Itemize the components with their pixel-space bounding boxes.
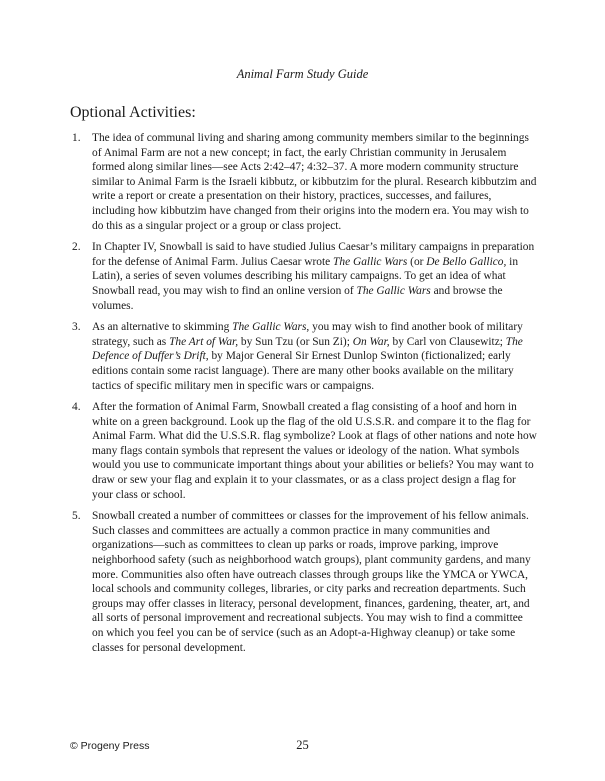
activity-item (72, 240, 537, 313)
activities-list (72, 131, 537, 662)
footer-copyright: © Progeny Press (70, 740, 150, 752)
page-number: 25 (296, 738, 309, 752)
activity-text-run: In Chapter IV, Snowball is said to have studied Julius Caesar’s military campaigns in preparation for the defense of Animal Farm. Julius Caesar wrote (92, 241, 535, 268)
activity-item (72, 509, 537, 655)
activity-number: 4. (72, 401, 81, 414)
book-title: On War, (352, 335, 390, 348)
activity-item (72, 400, 537, 502)
activity-text-run: by Carl von Clausewitz; (389, 335, 506, 348)
activity-text-run: (or (407, 255, 427, 268)
activity-text (92, 510, 531, 653)
book-title: The Art of War, (169, 335, 239, 348)
section-heading: Optional Activities: (70, 104, 196, 121)
book-title: The Defence of Duffer’s Drift, (92, 335, 523, 363)
activity-text-run: As an alternative to skimming (92, 321, 233, 334)
book-title: The Gallic Wars (356, 284, 431, 297)
activity-text-run: The idea of communal living and sharing among community members similar to the beginnings of Animal Farm are not a new concept; in fact, the early Christian community in Jerusalem formed along similar lines—see Acts 2:42–47; 4:32–37. A more modern community structure similar to Animal Farm is the Israeli kibbutz, or kibbutzim for the plural. Research kibbutzim and write a report or create a presentation on their history, practices, successes, and failures, including how kibbutzim have changed from their origins into the modern era. You may wish to do this as a singular project or a group or class project. (92, 132, 537, 232)
activity-text-run: , you may wish to find another book of military strategy, such as (92, 321, 523, 348)
activity-text-run: by Major General Sir Ernest Dunlop Swinton (fictionalized; early editions contain some racist language). There are many other books available on the military tactics of specific military men in specific wars or campaigns. (92, 350, 514, 392)
book-title: The Gallic Wars (333, 255, 408, 268)
activity-item (72, 320, 537, 393)
running-head-title: Animal Farm Study Guide (236, 67, 369, 81)
activity-number: 2. (72, 241, 81, 254)
activity-text (92, 401, 537, 501)
activity-text-run: Snowball created a number of committees or classes for the improvement of his fellow animals. Such classes and committees are actually a common practice in many communities and organizations—such as committees to clean up parks or roads, improve parking, improve neighborhood safety (such as neighborhood watch groups), plant community gardens, and many more. Communities also often have outreach classes through groups like the YMCA or YWCA, local schools and community colleges, libraries, or city parks and recreation departments. Such groups may offer classes in literacy, personal development, finances, gardening, theater, art, and all sorts of personal improvement and recreational subjects. You may wish to find a committee on which you feel you can be of service (such as an Adopt-a-Highway cleanup) or take some classes for personal development. (92, 510, 531, 654)
activity-text-run: in Latin), a series of seven volumes describing his military campaigns. To get an idea of what Snowball read, you may wish to find an online version of (92, 255, 519, 297)
activity-text-run: by Sun Tzu (or Sun Zi); (238, 335, 353, 348)
activity-text-run: and browse the volumes. (92, 284, 503, 312)
activity-item (72, 131, 537, 233)
book-title: The Gallic Wars (232, 321, 307, 334)
activity-text (92, 132, 536, 232)
activity-number: 3. (72, 321, 81, 334)
activity-number: 1. (72, 132, 81, 144)
activity-number: 5. (72, 510, 81, 523)
activity-text (92, 321, 523, 391)
activity-text (92, 241, 534, 311)
book-title: De Bello Gallico, (426, 255, 507, 268)
activity-text-run: After the formation of Animal Farm, Snowball created a flag consisting of a hoof and horn in white on a green background. Look up the flag of the old U.S.S.R. and compare it to the flag for Animal Farm. What did the U.S.S.R. flag symbolize? Look at flags of other nations and note how many flags contain symbols that represent the values or ideology of the nation. What symbols would you use to communicate important things about your abilities or beliefs? You may want to draw or sew your flag and explain it to your classmates, or as a class project design a flag for your class or school. (92, 401, 537, 501)
